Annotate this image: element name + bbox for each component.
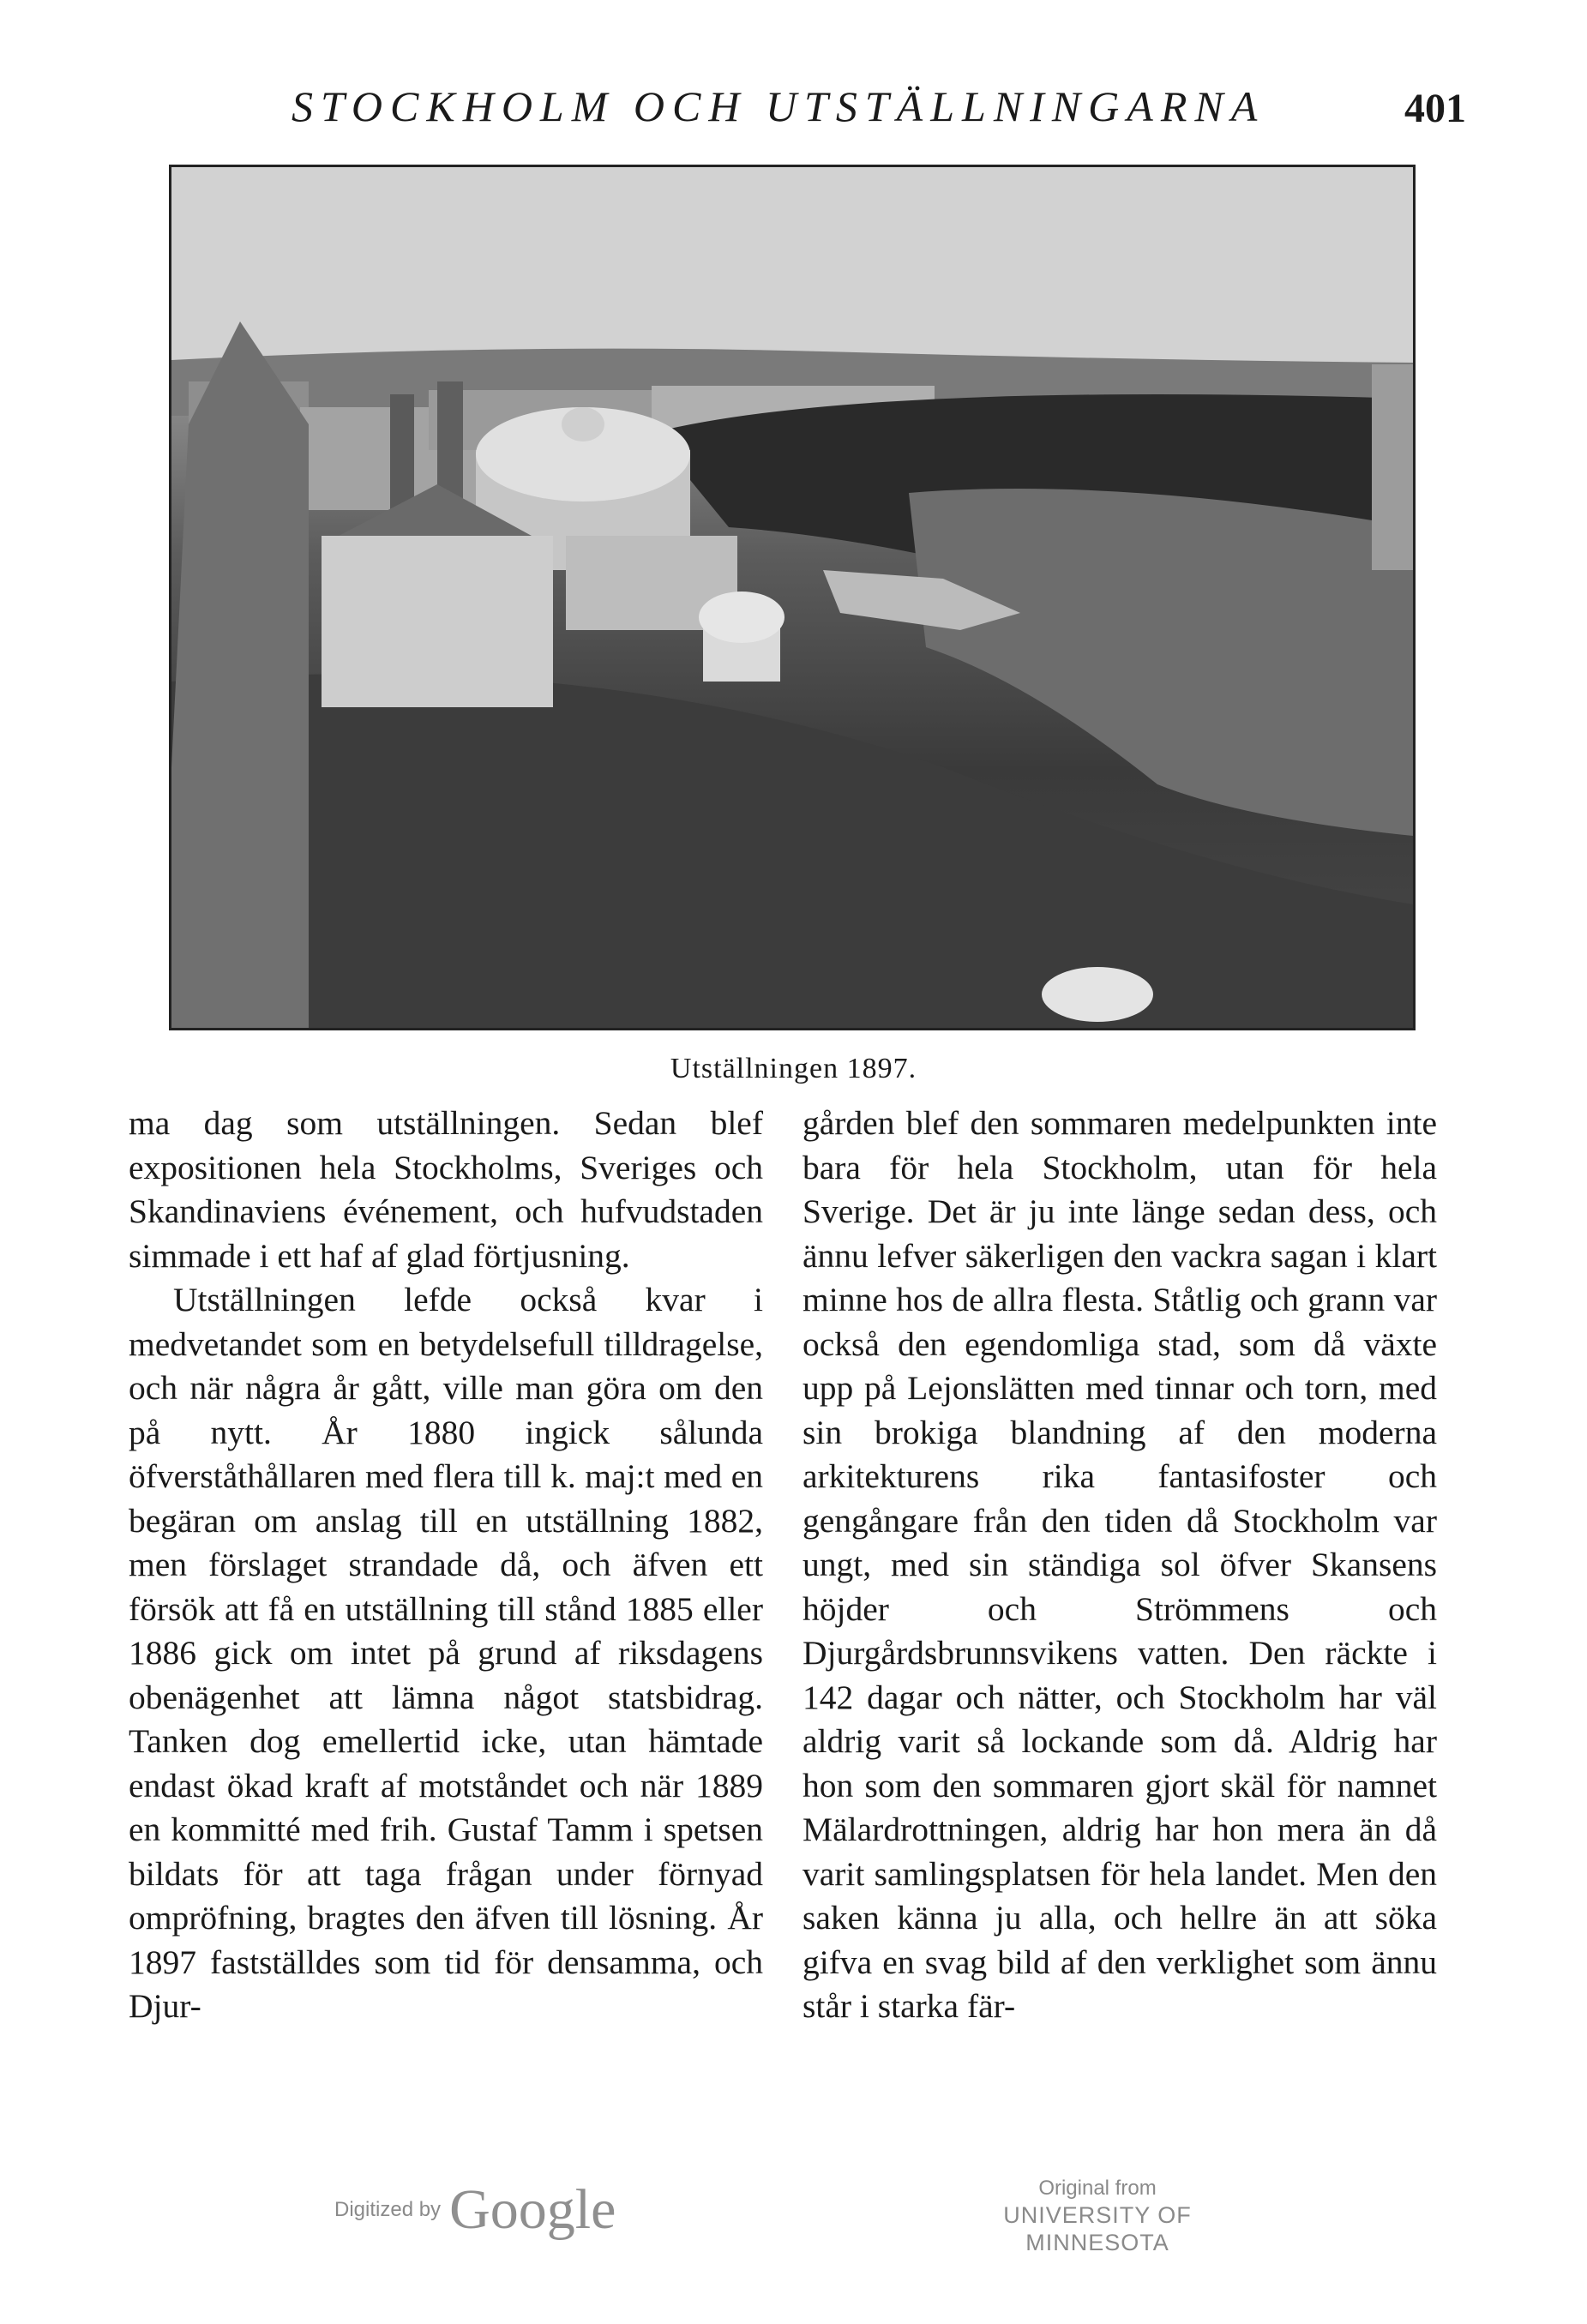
digitized-by-label: Digitized by [334, 2198, 442, 2221]
figure-caption: Utställningen 1897. [670, 1053, 917, 1084]
right-paragraph: gården blef den sommaren medelpunkten inte bara för hela Stockholm, utan för hela Sverige. Det är ju inte länge sedan dess, och ännu lefver säkerligen den vackra sagan i klart minne hos de allra flesta. Ståtlig och grann var också den egendomliga stad, som då växte upp på Lejonslätten med tinnar och torn, med sin brokiga blandning af den moderna arkitekturens rika fantasifoster och gengångare från den tiden då Stockholm var ungt, med sin ständiga sol öfver Skansens höjder och Strömmens och Djurgårdsbrunnsvikens vatten. Den räckte i 142 dagar och nätter, och Stockholm har väl aldrig varit så lockande som då. Aldrig har hon som den sommaren gjort skäl för namnet Mälardrottningen, aldrig har hon mera än då varit samlingsplatsen för hela landet. Men den saken känna ju alla, och hellre än att söka gifva en svag bild af den verklighet som ännu står i starka fär- [803, 1104, 1437, 2025]
left-paragraph: ma dag som utställningen. Sedan blef expositionen hela Stockholms, Sveriges och Skandinaviens événement, och hufvudstaden simmade i ett haf af glad förtjusning. [129, 1104, 763, 1275]
university-label: UNIVERSITY OF MINNESOTA [1003, 2202, 1192, 2255]
google-logo: Google [449, 2178, 616, 2241]
digitized-by-watermark [334, 2177, 616, 2255]
right-text-column [803, 1102, 1437, 2029]
page-header [292, 81, 1466, 141]
page-number: 401 [1404, 86, 1466, 131]
exhibition-photograph [169, 165, 1416, 1030]
original-source-watermark [943, 2176, 1252, 2256]
running-title: STOCKHOLM OCH UTSTÄLLNINGARNA [292, 82, 1265, 130]
left-text-column [129, 1102, 763, 2029]
original-from-label: Original from [1038, 2177, 1157, 2200]
left-paragraph: Utställningen lefde också kvar i medvetandet som en betydelsefull tilldragelse, och när några år gått, ville man göra om den på nytt. År 1880 ingick sålunda öfverståthållaren med flera till k. maj:t med en begäran om anslag till en utställning 1882, men förslaget strandade då, och äfven ett försök att få en utställning till stånd 1885 eller 1886 gick om intet på grund af riksdagens obenägenhet att lämna något statsbidrag. Tanken dog emellertid icke, utan hämtade endast ökad kraft af motståndet och när 1889 en kommitté med frih. Gustaf Tamm i spetsen bildats för att taga frågan under förnyad ompröfning, bragtes den äfven till lösning. År 1897 fastställdes som tid för densamma, och Djur- [129, 1281, 763, 2025]
